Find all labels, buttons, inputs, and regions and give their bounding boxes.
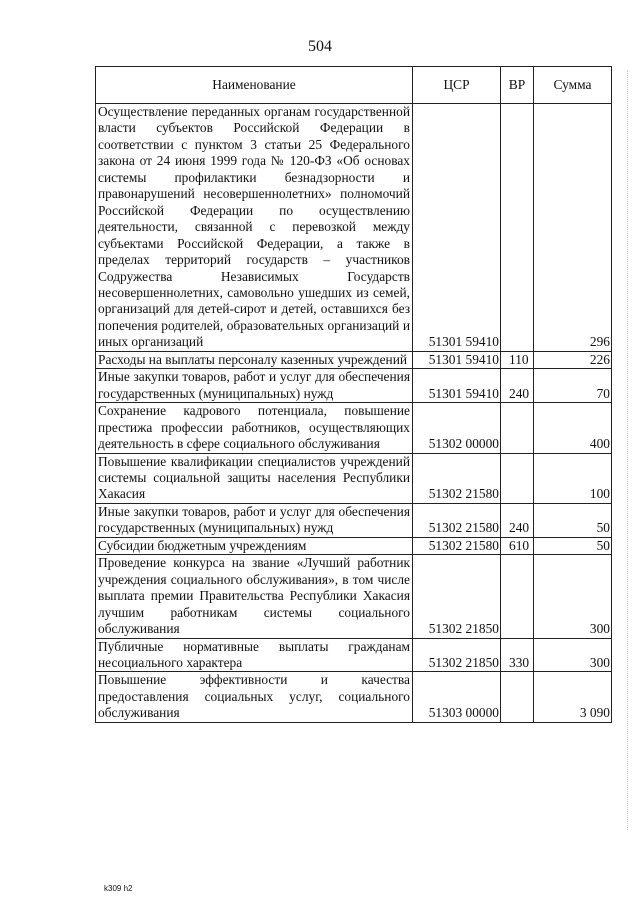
row-name: Субсидии бюджетным учреждениям: [96, 537, 413, 554]
table-row: [96, 369, 612, 403]
table-row: [96, 453, 612, 503]
table-row: [96, 672, 612, 722]
row-vr: [501, 104, 534, 352]
table-row: [96, 503, 612, 537]
row-vr: [501, 453, 534, 503]
row-sum: 300: [534, 638, 612, 672]
row-vr: [501, 403, 534, 453]
table-body: [96, 104, 612, 723]
row-sum: 50: [534, 503, 612, 537]
row-sum: 226: [534, 351, 612, 368]
row-vr: [501, 555, 534, 638]
row-csr: 51302 21580: [413, 453, 501, 503]
footer-code: k309 h2: [104, 884, 133, 893]
row-name: Иные закупки товаров, работ и услуг для обеспечения государственных (муниципальных) нужд: [96, 503, 413, 537]
row-sum: 3 090: [534, 672, 612, 722]
header-csr: ЦСР: [413, 67, 501, 104]
row-sum: 100: [534, 453, 612, 503]
row-sum: 50: [534, 537, 612, 554]
table-row: [96, 537, 612, 554]
table-row: [96, 403, 612, 453]
row-sum: 296: [534, 104, 612, 352]
row-vr: 610: [501, 537, 534, 554]
row-csr: 51302 21850: [413, 555, 501, 638]
row-csr: 51301 59410: [413, 369, 501, 403]
row-vr: 330: [501, 638, 534, 672]
table-row: [96, 104, 612, 352]
row-vr: 110: [501, 351, 534, 368]
row-csr: 51301 59410: [413, 104, 501, 352]
row-sum: 70: [534, 369, 612, 403]
row-name: Публичные нормативные выплаты гражданам несоциального характера: [96, 638, 413, 672]
row-name: Проведение конкурса на звание «Лучший работник учреждения социального обслуживания», в том числе выплата премии Правительства Республики Хакасия лучшим работникам системы социального обслуживания: [96, 555, 413, 638]
header-row: [96, 67, 612, 104]
row-sum: 400: [534, 403, 612, 453]
header-name: Наименование: [96, 67, 413, 104]
header-sum: Сумма: [534, 67, 612, 104]
row-csr: 51303 00000: [413, 672, 501, 722]
row-name: Повышение эффективности и качества предоставления социальных услуг, социального обслуживания: [96, 672, 413, 722]
row-name: Осуществление переданных органам государственной власти субъектов Российской Федерации в соответствии с пунктом 3 статьи 25 Федерального закона от 24 июня 1999 года № 120-ФЗ «Об основах системы профилактики безнадзорности и правонарушений несовершеннолетних» полномочий Российской Федерации по осуществлению деятельности, связанной с перевозкой между субъектами Российской Федерации, а также в пределах территорий государств – участников Содружества Независимых Государств несовершеннолетних, самовольно ушедших из семей, организаций для детей-сирот и детей, оставшихся без попечения родителей, образовательных организаций и иных организаций: [96, 104, 413, 352]
row-name: Повышение квалификации специалистов учреждений системы социальной защиты населения Республики Хакасия: [96, 453, 413, 503]
row-name: Сохранение кадрового потенциала, повышение престижа профессии работников, осуществляющих деятельность в сфере социального обслуживания: [96, 403, 413, 453]
row-sum: 300: [534, 555, 612, 638]
row-vr: 240: [501, 503, 534, 537]
row-name: Расходы на выплаты персоналу казенных учреждений: [96, 351, 413, 368]
row-csr: 51302 00000: [413, 403, 501, 453]
row-name: Иные закупки товаров, работ и услуг для обеспечения государственных (муниципальных) нужд: [96, 369, 413, 403]
page-number: 504: [308, 38, 332, 55]
row-csr: 51301 59410: [413, 351, 501, 368]
header-vr: ВР: [501, 67, 534, 104]
table-row: [96, 351, 612, 368]
table-header: [96, 67, 612, 104]
row-csr: 51302 21580: [413, 537, 501, 554]
budget-table: [95, 66, 612, 723]
table-row: [96, 555, 612, 638]
table-row: [96, 638, 612, 672]
row-csr: 51302 21580: [413, 503, 501, 537]
row-csr: 51302 21850: [413, 638, 501, 672]
scan-edge-mark: [627, 70, 632, 830]
row-vr: [501, 672, 534, 722]
row-vr: 240: [501, 369, 534, 403]
